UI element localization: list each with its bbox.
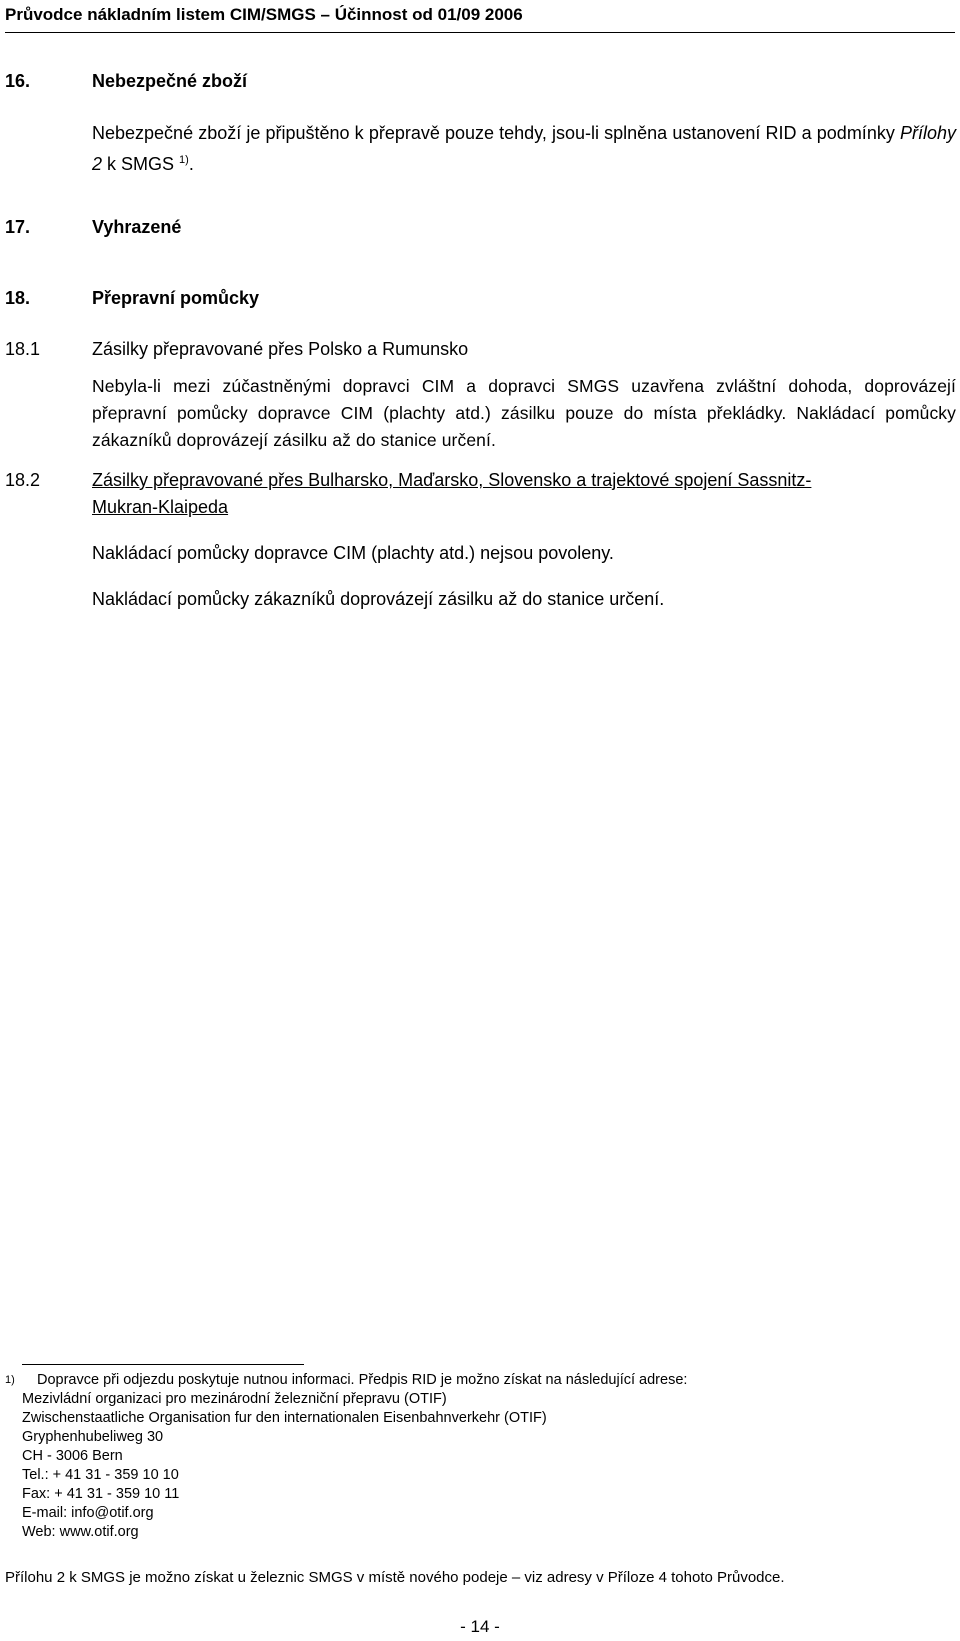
section-18-2-title-line2: Mukran-Klaipeda (92, 497, 229, 517)
section-18-2-line2: Nakládací pomůcky zákazníků doprovázejí zásilku až do stanice určení. (92, 589, 665, 609)
section-17-title: Vyhrazené (92, 217, 182, 237)
footnote-line: Fax: + 41 31 - 359 10 11 (22, 1486, 180, 1502)
footnote-line: Dopravce při odjezdu poskytuje nutnou informaci. Předpis RID je možno získat na následující adrese: (37, 1372, 688, 1388)
section-18-2-title-line1: Zásilky přepravované přes Bulharsko, Maďarsko, Slovensko a trajektové spojení Sassnitz- (92, 470, 812, 490)
section-18-1-paragraph (92, 373, 956, 454)
section-18-number: 18. (5, 288, 31, 308)
footnote-line: Zwischenstaatliche Organisation fur den internationalen Eisenbahnverkehr (OTIF) (22, 1410, 547, 1426)
footnote-separator (22, 1364, 304, 1365)
section-17-number: 17. (5, 217, 31, 237)
section-18-2-number: 18.2 (5, 470, 41, 490)
section-18-1-number: 18.1 (5, 339, 41, 359)
section-16-number: 16. (5, 71, 31, 91)
s16-footnote-ref: 1) (179, 154, 189, 166)
s18-1-text-main: Nebyla-li mezi zúčastněnými dopravci CIM a dopravci SMGS uzavřena zvláštní dohoda, doprovázejí přepravní pomůcky dopravce CIM (plachty atd.) zásilku pouze do místa překládky. (92, 376, 956, 423)
section-16-paragraph (92, 120, 956, 178)
section-18-1-title: Zásilky přepravované přes Polsko a Rumunsko (92, 339, 469, 359)
page-header: Průvodce nákladním listem CIM/SMGS – Účinnost od 01/09 2006 (5, 4, 955, 33)
s16-text-2: k SMGS (102, 154, 180, 174)
s18-1-text-tail: Nakládací pomůcky zákazníků doprovázejí zásilku až do stanice určení. (92, 403, 956, 450)
footnote-line: CH - 3006 Bern (22, 1448, 123, 1464)
s16-text-italic: Přílohy 2 (92, 123, 956, 174)
page-number: - 14 - (460, 1617, 500, 1636)
footnote-line: Gryphenhubeliweg 30 (22, 1429, 164, 1445)
section-18-title: Přepravní pomůcky (92, 288, 260, 308)
footnote-line: Mezivládní organizaci pro mezinárodní železniční přepravu (OTIF) (22, 1391, 447, 1407)
footnote-line: Tel.: + 41 31 - 359 10 10 (22, 1467, 179, 1483)
section-18-2-line1: Nakládací pomůcky dopravce CIM (plachty atd.) nejsou povoleny. (92, 543, 614, 563)
s16-text-1: Nebezpečné zboží je připuštěno k přepravě pouze tehdy, jsou-li splněna ustanovení RID a podmínky (92, 123, 900, 143)
s16-text-end: . (188, 154, 194, 174)
section-16-title: Nebezpečné zboží (92, 71, 248, 91)
footnote-line: Web: www.otif.org (22, 1524, 139, 1540)
bottom-note: Přílohu 2 k SMGS je možno získat u železnic SMGS v místě nového podeje – viz adresy v Příloze 4 tohoto Průvodce. (5, 1569, 785, 1586)
footnote-line: E-mail: info@otif.org (22, 1505, 154, 1521)
footnote-mark: 1) (5, 1374, 15, 1386)
